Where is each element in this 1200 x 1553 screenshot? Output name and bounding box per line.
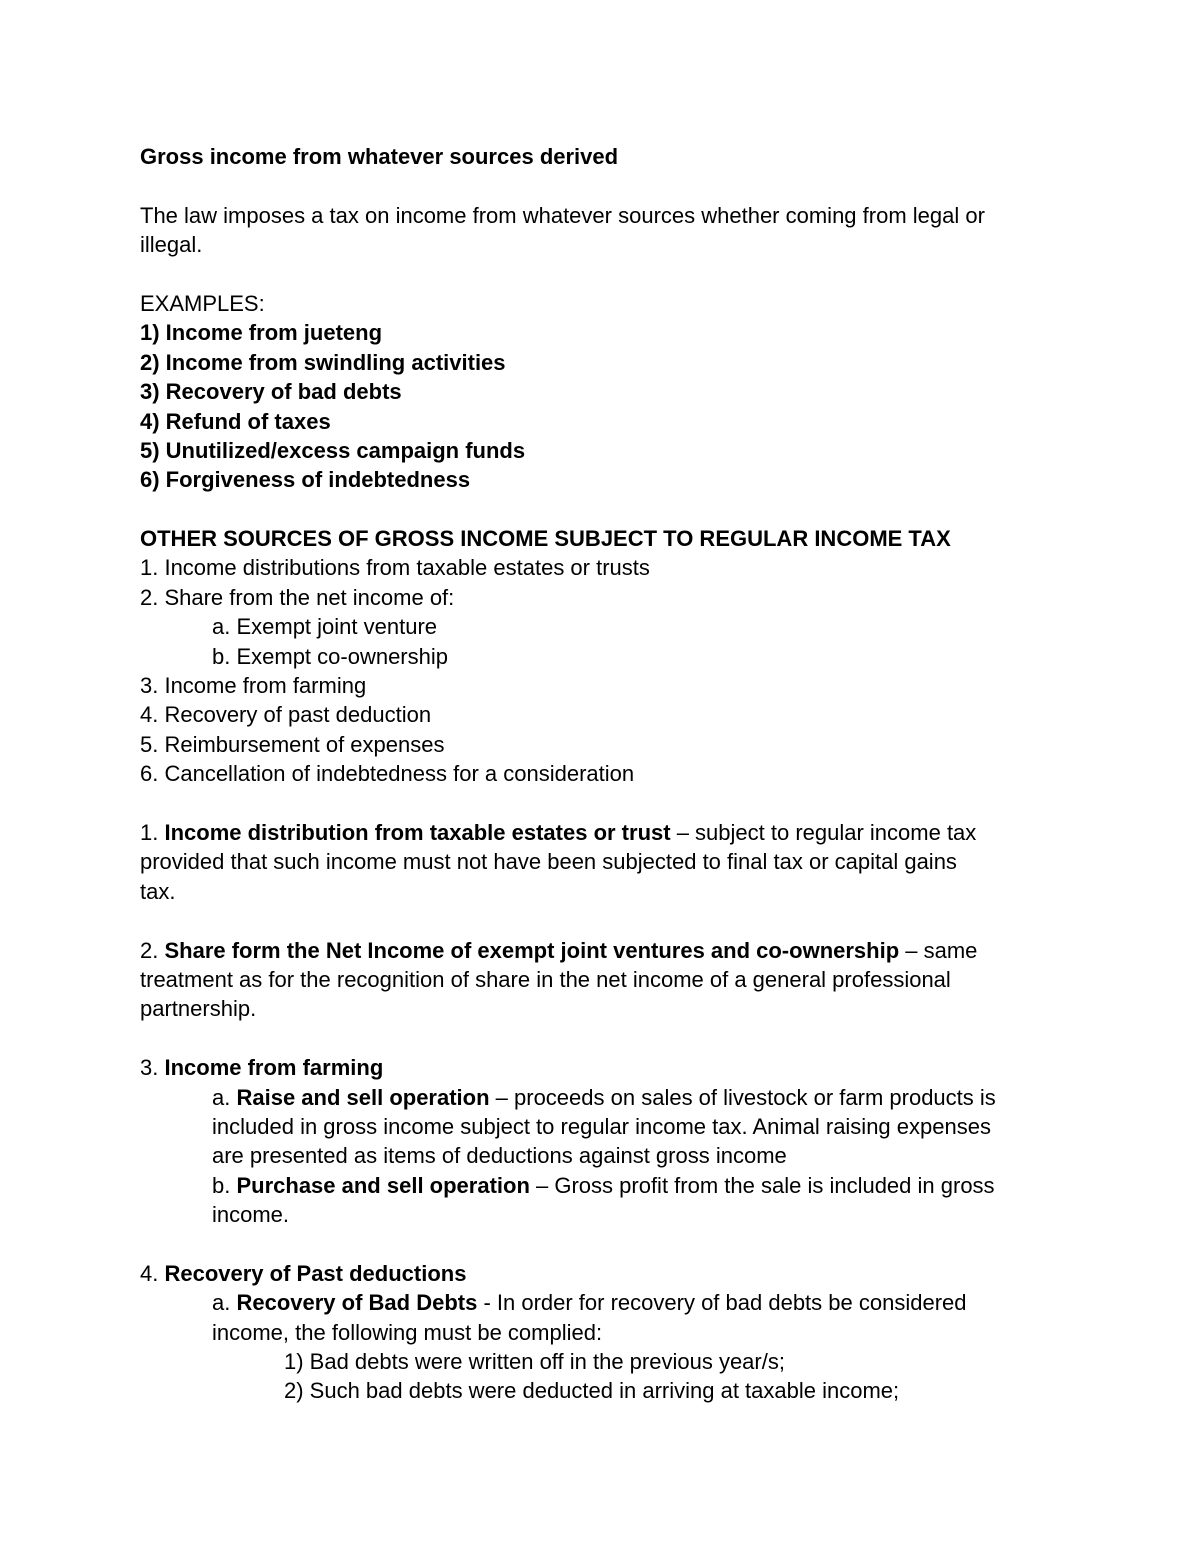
intro-line-1: The law imposes a tax on income from whatever sources whether coming from legal or — [140, 202, 985, 228]
section-heading: Income from farming — [164, 1055, 384, 1081]
section-4a-line-2: income, the following must be complied: — [212, 1319, 603, 1345]
spacer — [140, 260, 1070, 289]
other-source-subitem: a. Exempt joint venture — [212, 614, 438, 640]
section-number: 1. — [140, 819, 165, 845]
subsection-text: – Gross profit from the sale is included in gross — [529, 1172, 995, 1198]
section-3a-line-2: included in gross income subject to regular income tax. Animal raising expenses — [212, 1113, 991, 1139]
section-1-line-3: tax. — [140, 878, 176, 904]
example-item: 1) Income from jueteng — [140, 320, 383, 346]
spacer — [140, 1229, 1070, 1258]
section-3a-line-3: are presented as items of deductions against gross income — [212, 1143, 787, 1169]
other-source-item: 6. Cancellation of indebtedness for a consideration — [140, 761, 635, 787]
other-sources-heading: OTHER SOURCES OF GROSS INCOME SUBJECT TO REGULAR INCOME TAX — [140, 526, 951, 552]
examples-heading: EXAMPLES: — [140, 290, 265, 316]
section-number: 2. — [140, 937, 165, 963]
subsection-text: – proceeds on sales of livestock or farm products is — [489, 1084, 996, 1110]
other-source-item: 3. Income from farming — [140, 673, 367, 699]
condition-item: 2) Such bad debts were deducted in arriving at taxable income; — [284, 1378, 900, 1404]
spacer — [140, 495, 1070, 524]
section-1-line-2: provided that such income must not have been subjected to final tax or capital gains — [140, 849, 957, 875]
example-item: 4) Refund of taxes — [140, 408, 331, 434]
subsection-heading: Raise and sell operation — [236, 1084, 490, 1110]
page-title: Gross income from whatever sources derived — [140, 144, 619, 169]
document-page — [140, 142, 1070, 1406]
other-source-subitem: b. Exempt co-ownership — [212, 643, 448, 669]
subsection-prefix: a. — [212, 1290, 237, 1316]
section-number: 4. — [140, 1260, 165, 1286]
section-1-line-1 — [140, 818, 1070, 847]
other-source-item: 5. Reimbursement of expenses — [140, 731, 445, 757]
spacer — [140, 171, 1070, 200]
section-2-line-3: partnership. — [140, 996, 257, 1022]
section-4a-line-1 — [140, 1288, 1070, 1317]
example-item: 6) Forgiveness of indebtedness — [140, 467, 471, 493]
example-item: 2) Income from swindling activities — [140, 349, 506, 375]
section-3-heading-line — [140, 1053, 1070, 1082]
section-number: 3. — [140, 1055, 165, 1081]
section-text: – same — [899, 937, 978, 963]
section-4-heading-line — [140, 1259, 1070, 1288]
section-heading: Recovery of Past deductions — [164, 1260, 467, 1286]
subsection-prefix: b. — [212, 1172, 237, 1198]
section-3b-line-1 — [140, 1171, 1070, 1200]
subsection-heading: Recovery of Bad Debts — [236, 1290, 478, 1316]
section-3b-line-2: income. — [212, 1202, 290, 1228]
example-item: 3) Recovery of bad debts — [140, 379, 402, 405]
other-source-item: 1. Income distributions from taxable estates or trusts — [140, 555, 650, 581]
subsection-text: - In order for recovery of bad debts be considered — [477, 1290, 967, 1316]
subsection-prefix: a. — [212, 1084, 237, 1110]
section-heading: Income distribution from taxable estates or trust — [164, 819, 671, 845]
spacer — [140, 906, 1070, 935]
spacer — [140, 789, 1070, 818]
other-source-item: 4. Recovery of past deduction — [140, 702, 432, 728]
section-2-line-1 — [140, 936, 1070, 965]
section-2-line-2: treatment as for the recognition of share in the net income of a general professional — [140, 966, 951, 992]
example-item: 5) Unutilized/excess campaign funds — [140, 437, 526, 463]
intro-line-2: illegal. — [140, 232, 203, 258]
section-heading: Share form the Net Income of exempt joint ventures and co-ownership — [164, 937, 900, 963]
other-source-item: 2. Share from the net income of: — [140, 584, 455, 610]
condition-item: 1) Bad debts were written off in the previous year/s; — [284, 1349, 785, 1375]
section-text: – subject to regular income tax — [670, 819, 977, 845]
subsection-heading: Purchase and sell operation — [236, 1172, 530, 1198]
spacer — [140, 1024, 1070, 1053]
section-3a-line-1 — [140, 1083, 1070, 1112]
